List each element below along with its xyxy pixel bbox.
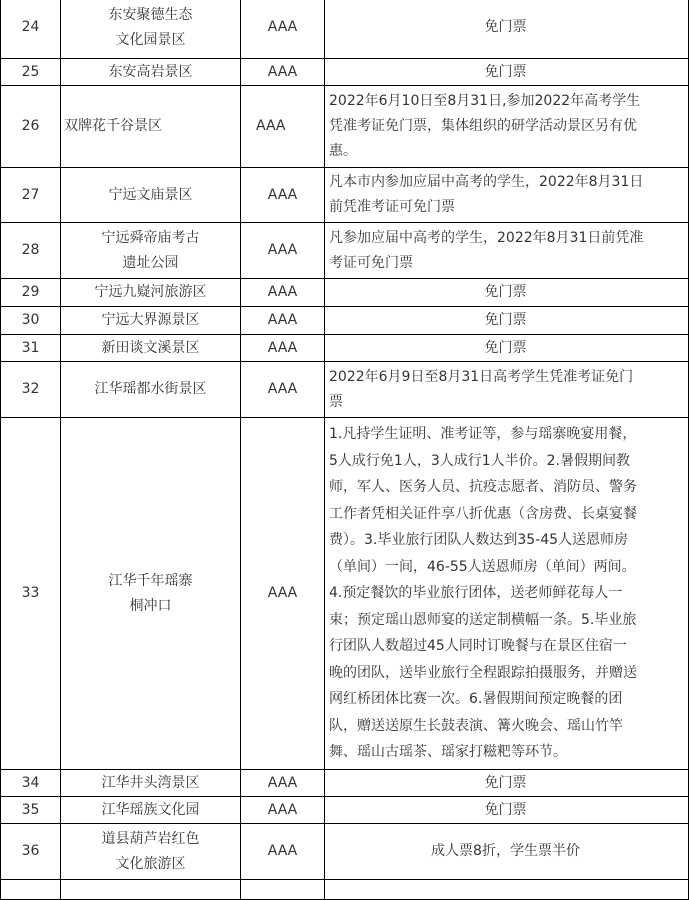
policy-line: 舞、瑶山古瑶茶、瑶家打糍粑等环节。	[329, 744, 567, 761]
policy-text: 免门票	[325, 279, 689, 307]
attraction-name	[61, 824, 241, 880]
policy-line: 束；预定瑶山恩师宴的送定制横幅一条。5.毕业旅	[329, 611, 637, 628]
attraction-name	[61, 0, 241, 59]
policy-line: 师，军人、医务人员、抗疫志愿者、消防员、警务	[329, 479, 637, 496]
policy-line: 工作者凭相关证件享八折优惠（含房费、长桌宴餐	[329, 505, 637, 522]
policy-line: 2022年6月10日至8月31日,参加2022年高考学生	[329, 93, 641, 109]
table-row	[1, 770, 689, 797]
table-row	[1, 279, 689, 307]
policy-line: 4.预定餐饮的毕业旅行团体，送老师鲜花每人一	[329, 585, 623, 602]
policy-text: 免门票	[325, 307, 689, 335]
attraction-grade: AAA	[241, 59, 325, 86]
policy-line: 晚的团队，送毕业旅行全程跟踪拍摄服务，并赠送	[329, 664, 637, 681]
table-row	[1, 362, 689, 418]
attraction-name-line: 文化园景区	[115, 31, 186, 48]
policy-text: 免门票	[325, 797, 689, 824]
policy-text	[325, 168, 689, 223]
row-number: 32	[1, 362, 61, 418]
table-row	[1, 168, 689, 223]
attraction-name	[61, 418, 241, 770]
attraction-name: 宁远文庙景区	[61, 168, 241, 223]
policy-text: 免门票	[325, 0, 689, 59]
policy-text	[325, 86, 689, 168]
table-cell	[325, 880, 689, 900]
table-row	[1, 223, 689, 279]
row-number: 26	[1, 86, 61, 168]
attraction-name-line: 江华千年瑶寨	[108, 572, 193, 589]
attraction-grade: AAA	[241, 307, 325, 335]
attraction-name: 宁远九嶷河旅游区	[61, 279, 241, 307]
attraction-grade: AAA	[241, 335, 325, 362]
attraction-name: 江华瑶都水街景区	[61, 362, 241, 418]
policy-text: 成人票8折，学生票半价	[325, 824, 689, 880]
row-number: 34	[1, 770, 61, 797]
attraction-grade: AAA	[241, 168, 325, 223]
attraction-name	[61, 223, 241, 279]
policy-line: 前凭准考证可免门票	[329, 199, 455, 215]
attraction-name: 江华井头湾景区	[61, 770, 241, 797]
table-row	[1, 59, 689, 86]
policy-text: 免门票	[325, 335, 689, 362]
table-row	[1, 335, 689, 362]
attraction-grade: AAA	[241, 279, 325, 307]
attraction-name-line: 文化旅游区	[115, 855, 186, 872]
row-number: 29	[1, 279, 61, 307]
table-row	[1, 86, 689, 168]
attraction-grade: AAA	[241, 362, 325, 418]
policy-line: 凡本市内参加应届中高考的学生，2022年8月31日	[329, 174, 644, 190]
attraction-grade: AAA	[241, 824, 325, 880]
policy-text	[325, 362, 689, 418]
attraction-name-line: 桐冲口	[129, 597, 172, 614]
policy-text: 免门票	[325, 770, 689, 797]
attraction-name: 江华瑶族文化园	[61, 797, 241, 824]
table-cell	[1, 880, 61, 900]
policy-line: 5人成行免1人，3人成行1人半价。2.暑假期间教	[329, 452, 630, 469]
policy-line: 凡参加应届中高考的学生，2022年8月31日前凭准	[329, 229, 644, 246]
row-number: 27	[1, 168, 61, 223]
table-cell	[241, 880, 325, 900]
attraction-grade: AAA	[241, 770, 325, 797]
attraction-name-line: 东安聚德生态	[108, 6, 193, 23]
policy-line: 2022年6月9日至8月31日高考学生凭准考证免门	[329, 368, 634, 385]
table-row	[1, 418, 689, 770]
row-number: 31	[1, 335, 61, 362]
policy-line: 行团队人数超过45人同时订晚餐与在景区住宿一	[329, 638, 627, 655]
table-row	[1, 880, 689, 900]
table-row	[1, 307, 689, 335]
table-row	[1, 824, 689, 880]
policy-line: 队，赠送送原生长鼓表演、篝火晚会、瑶山竹竿	[329, 717, 623, 734]
attraction-name: 东安高岩景区	[61, 59, 241, 86]
policy-text	[325, 418, 689, 770]
table-cell	[61, 880, 241, 900]
policy-text: 免门票	[325, 59, 689, 86]
table-row	[1, 797, 689, 824]
policy-line: 票	[329, 393, 343, 410]
policy-text	[325, 223, 689, 279]
attraction-grade: AAA	[241, 797, 325, 824]
policy-line: 考证可免门票	[329, 254, 413, 271]
attraction-name: 宁远大界源景区	[61, 307, 241, 335]
table-row	[1, 0, 689, 59]
policy-line: 费）。3.毕业旅行团队人数达到35-45人送恩师房	[329, 532, 629, 549]
row-number: 25	[1, 59, 61, 86]
attraction-name-line: 宁远舜帝庙考古	[101, 229, 200, 246]
attraction-grade: AAA	[241, 0, 325, 59]
attraction-name-line: 道县葫芦岩红色	[101, 830, 200, 847]
row-number: 28	[1, 223, 61, 279]
row-number: 35	[1, 797, 61, 824]
attraction-name: 双牌花千谷景区	[61, 86, 241, 168]
policy-line: 网红桥团体比赛一次。6.暑假期间预定晚餐的团	[329, 691, 623, 708]
row-number: 24	[1, 0, 61, 59]
row-number: 33	[1, 418, 61, 770]
attraction-name: 新田谈文溪景区	[61, 335, 241, 362]
attraction-grade: AAA	[241, 223, 325, 279]
row-number: 36	[1, 824, 61, 880]
row-number: 30	[1, 307, 61, 335]
policy-line: （单间）一间，46-55人送恩师房（单间）两间。	[329, 558, 636, 575]
policy-line: 1.凡持学生证明、准考证等，参与瑶寨晚宴用餐，	[329, 426, 637, 443]
policy-line: 惠。	[329, 143, 357, 159]
attraction-grade: AAA	[241, 418, 325, 770]
policy-line: 凭准考证免门票，集体组织的研学活动景区另有优	[329, 118, 637, 134]
attraction-name-line: 遗址公园	[122, 254, 179, 271]
attraction-grade: AAA	[241, 86, 325, 168]
